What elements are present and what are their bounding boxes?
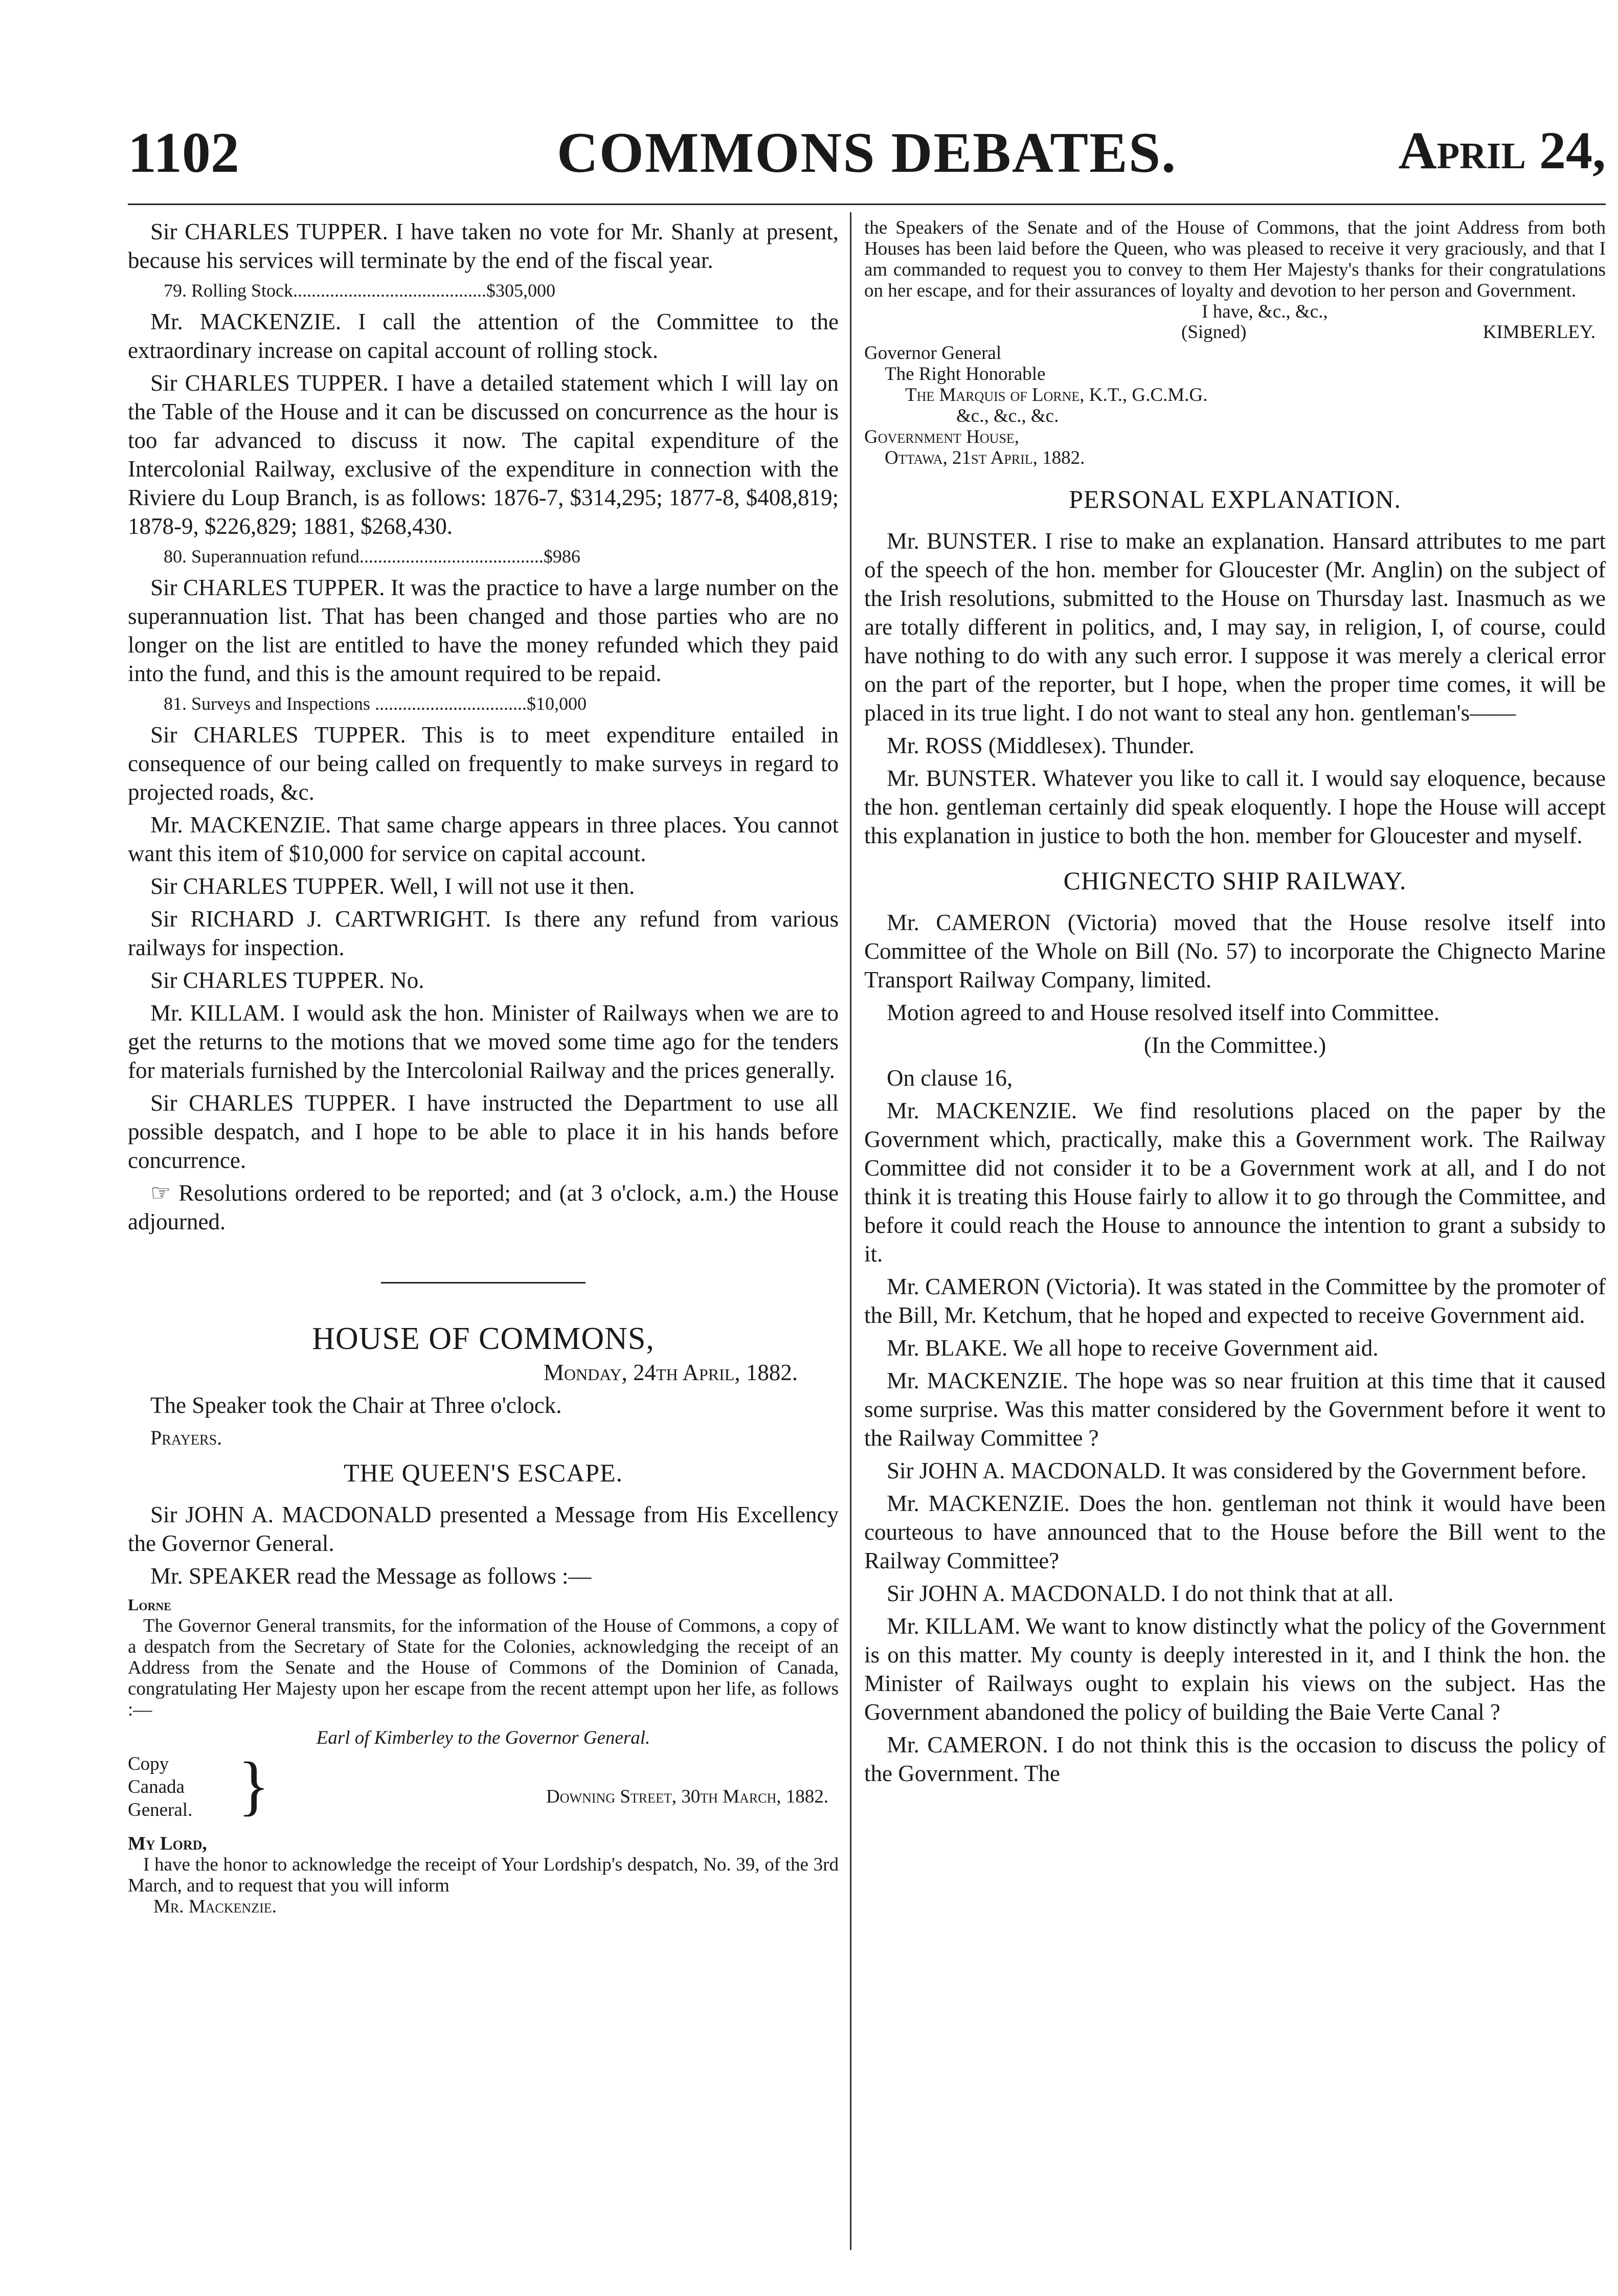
speech-killam-returns: Mr. KILLAM. I would ask the hon. Minister of Railways when we are to get the returns to the motions that we moved some time ago for the tenders for materials furnished by the Intercolonial Railway and the prices generally. (128, 1000, 839, 1083)
speech-macdonald-not-think: Sir JOHN A. MACDONALD. I do not think that at all. (887, 1581, 1394, 1606)
earl-line: Earl of Kimberley to the Governor General. (316, 1727, 650, 1748)
chignecto-heading: CHIGNECTO SHIP RAILWAY. (1063, 866, 1407, 895)
lorne-signature: Lorne (128, 1595, 171, 1614)
speech-tupper-not-use: Sir CHARLES TUPPER. Well, I will not use it then. (150, 873, 635, 899)
i-have: I have, &c., &c., (1202, 301, 1328, 322)
despatch-text: I have the honor to acknowledge the receipt of Your Lordship's despatch, No. 39, of the 3rd March, and to request that you will inform (128, 1854, 839, 1896)
governor-message: The Governor General transmits, for the information of the House of Commons, a copy of a despatch from the Secretary of State for the Colonies, acknowledging the receipt of an Address from the Senate and the House of Commons of the Dominion of Canada, congratulating Her Majesty upon her escape from the recent attempt upon her life, as follows :— (128, 1615, 839, 1720)
item-superannuation: 80. Superannuation refund........................................$986 (164, 546, 580, 567)
item-surveys: 81. Surveys and Inspections .................................$10,000 (164, 693, 587, 714)
header-rule (128, 204, 1606, 205)
section-rule (381, 1282, 586, 1284)
right-column (864, 217, 1606, 1792)
marquis: The Marquis of Lorne, K.T., G.C.M.G. (905, 385, 1208, 406)
queens-escape-heading: THE QUEEN'S ESCAPE. (343, 1458, 623, 1487)
house-of-commons-heading: HOUSE OF COMMONS, (312, 1321, 655, 1356)
kimberley-name: KIMBERLEY. (1482, 322, 1595, 343)
speaker-chair: The Speaker took the Chair at Three o'clock. (150, 1392, 562, 1418)
ottawa-date: Ottawa, 21st April, 1882. (885, 447, 1085, 468)
speech-tupper-statement: Sir CHARLES TUPPER. I have a detailed statement which I will lay on the Table of the House and it can be discussed on concurrence as the hour is too far advanced to discuss it now. The capital expenditure of the Intercolonial Railway, exclusive of the expenditure in connection with the Riviere du Loup Branch, is as follows: 1876-7, $314,295; 1877-8, $408,819; 1878-9, $226,829; 1881, $268,430. (128, 370, 839, 539)
signed-label: (Signed) (1181, 322, 1247, 343)
copy-label: Copy Canada General. (128, 1753, 193, 1820)
speech-mackenzie-courteous: Mr. MACKENZIE. Does the hon. gentleman not think it would have been courteous to have announced that to the House before the Bill went to the Railway Committee? (864, 1491, 1606, 1573)
column-divider (850, 212, 851, 2250)
in-committee: (In the Committee.) (1143, 1032, 1327, 1058)
speech-tupper-despatch: Sir CHARLES TUPPER. I have instructed the Department to use all possible despatch, and I hope to be able to place it in his hands before concurrence. (128, 1090, 839, 1173)
personal-explanation-heading: PERSONAL EXPLANATION. (1069, 485, 1401, 513)
speech-mackenzie-fruition: Mr. MACKENZIE. The hope was so near fruition at this time that it caused some surprise. Was this matter considered by the Government before it went to the Railway Committee ? (864, 1368, 1606, 1451)
despatch-continuation: the Speakers of the Senate and of the House of Commons, that the joint Address from both Houses has been laid before the Queen, who was pleased to receive it very graciously, and that I am commanded to request you to convey to them Her Majesty's thanks for their congratulations on her escape, and for their assurances of loyalty and devotion to her person and Government. (864, 217, 1606, 301)
speech-killam-policy: Mr. KILLAM. We want to know distinctly what the policy of the Government is on this matter. My county is deeply interested in it, and I think the hon. the Minister of Railways ought to explain his views on the subject. Has the Government abandoned the policy of building the Baie Verte Canal ? (864, 1613, 1606, 1725)
speech-cameron-motion: Mr. CAMERON (Victoria) moved that the House resolve itself into Committee of the Whole on Bill (No. 57) to incorporate the Chignecto Marine Transport Railway Company, limited. (864, 910, 1606, 993)
government-house: Government House, (864, 426, 1020, 447)
page-date: April 24, (1398, 121, 1606, 180)
speech-bunster-explanation: Mr. BUNSTER. I rise to make an explanation. Hansard attributes to me part of the speech of the hon. member for Gloucester (Mr. Anglin) on the subject of the Irish resolutions, submitted to the House on Thursday last. Inasmuch as we are totally different in politics, and, I may say, in religion, I, of course, could have nothing to do with any such error. I suppose it was merely a clerical error on the part of the reporter, but I hope, when the proper time comes, it will be placed in its true light. I do not want to steal any hon. gentleman's—— (864, 528, 1606, 726)
adjournment-note: ☞ Resolutions ordered to be reported; and (at 3 o'clock, a.m.) the House adjourned. (128, 1180, 839, 1234)
page-header (128, 120, 1606, 197)
speech-bunster-eloquence: Mr. BUNSTER. Whatever you like to call it. I would say eloquence, because the hon. gentleman certainly did speak eloquently. I hope the House will accept this explanation in justice to both the hon. member for Gloucester and myself. (864, 766, 1606, 848)
speech-mackenzie-rolling-stock: Mr. MACKENZIE. I call the attention of the Committee to the extraordinary increase on capital account of rolling stock. (128, 309, 839, 363)
item-rolling-stock: 79. Rolling Stock..........................................$305,000 (164, 280, 556, 301)
copy-block (128, 1749, 839, 1829)
sitting-date: Monday, 24th April, 1882. (543, 1360, 798, 1385)
page-title: COMMONS DEBATES. (556, 121, 1177, 185)
speech-ross: Mr. ROSS (Middlesex). Thunder. (887, 733, 1195, 758)
my-lord: My Lord, (128, 1833, 207, 1854)
downing-street: Downing Street, 30th March, 1882. (546, 1786, 828, 1807)
speech-macdonald-message: Sir JOHN A. MACDONALD presented a Message from His Excellency the Governor General. (128, 1502, 839, 1556)
speech-cameron-occasion: Mr. CAMERON. I do not think this is the occasion to discuss the policy of the Government. The (864, 1732, 1606, 1786)
speaker-read: Mr. SPEAKER read the Message as follows :— (150, 1563, 592, 1589)
speech-cartwright: Sir RICHARD J. CARTWRIGHT. Is there any refund from various railways for inspection. (128, 906, 839, 960)
left-column (128, 217, 839, 1917)
speech-tupper-no: Sir CHARLES TUPPER. No. (150, 967, 424, 993)
etc-line: &c., &c., &c. (956, 406, 1059, 426)
speech-mackenzie-charge: Mr. MACKENZIE. That same charge appears in three places. You cannot want this item of $10,000 for service on capital account. (128, 812, 839, 866)
right-honorable: The Right Honorable (885, 364, 1046, 385)
speech-tupper-shanly: Sir CHARLES TUPPER. I have taken no vote for Mr. Shanly at present, because his services will terminate by the end of the fiscal year. (128, 219, 839, 273)
speech-tupper-superannuation: Sir CHARLES TUPPER. It was the practice to have a large number on the superannuation list. That has been changed and those parties who are no longer on the list are entitled to have the money refunded which they paid into the fund, and this is the amount required to be repaid. (128, 575, 839, 686)
brace-icon: } (238, 1749, 270, 1822)
speech-tupper-surveys: Sir CHARLES TUPPER. This is to meet expenditure entailed in consequence of our being called on frequently to make surveys in regard to projected roads, &c. (128, 722, 839, 805)
speech-cameron-ketchum: Mr. CAMERON (Victoria). It was stated in the Committee by the promoter of the Bill, Mr. Ketchum, that he hoped and expected to receive Government aid. (864, 1274, 1606, 1328)
mackenzie-name: Mr. Mackenzie. (153, 1896, 277, 1917)
motion-agreed: Motion agreed to and House resolved itself into Committee. (887, 1000, 1440, 1025)
governor-general: Governor General (864, 343, 1002, 364)
page-number: 1102 (128, 121, 239, 185)
speech-mackenzie-resolutions: Mr. MACKENZIE. We find resolutions placed on the paper by the Government which, practically, make this a Government work. The Railway Committee did not consider it to be a Government work at all, and I do not think it is treating this House fairly to allow it to go through the Committee, and before it could reach the House to announce the intention to grant a subsidy to it. (864, 1098, 1606, 1267)
speech-macdonald-considered: Sir JOHN A. MACDONALD. It was considered by the Government before. (887, 1458, 1587, 1483)
speech-blake: Mr. BLAKE. We all hope to receive Government aid. (887, 1335, 1379, 1361)
signature-row (864, 322, 1606, 343)
prayers: Prayers. (150, 1426, 222, 1449)
clause-line: On clause 16, (887, 1065, 1013, 1091)
